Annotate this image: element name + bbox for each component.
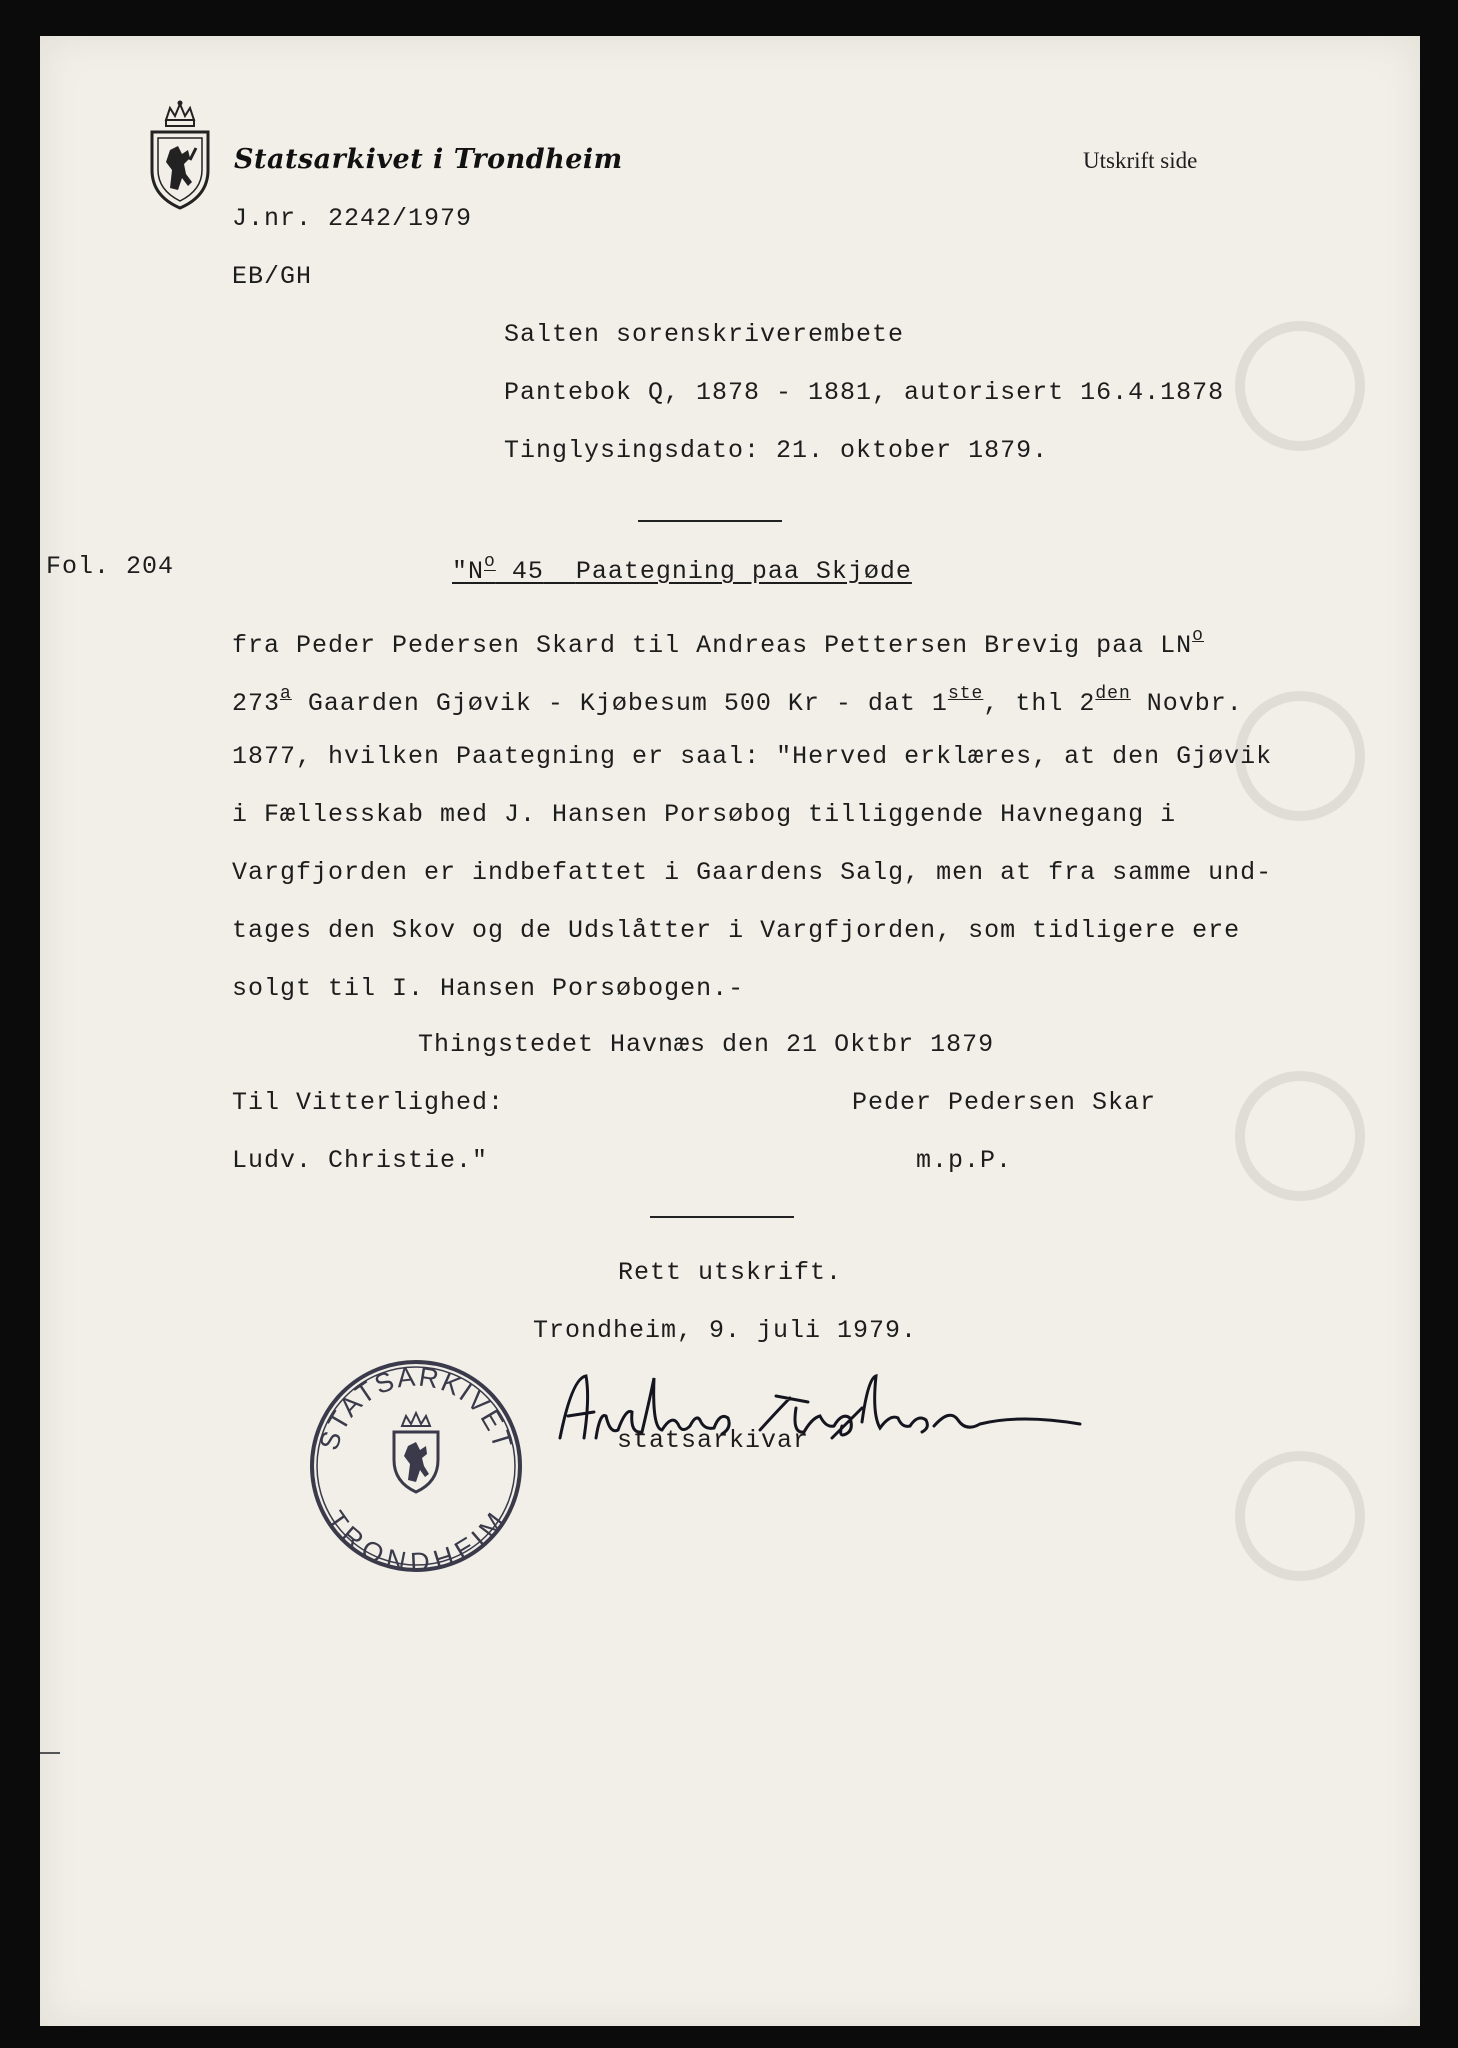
body-line-4: i Fællesskab med J. Hansen Porsøbog tilliggende Havnegang i — [232, 800, 1177, 829]
signer-mpp: m.p.P. — [916, 1146, 1013, 1175]
body-line-2-b-sup: ste — [947, 684, 984, 704]
certification-text: Rett utskrift. — [618, 1258, 843, 1287]
body-line-1-text: fra Peder Pedersen Skard til Andreas Pettersen Brevig paa LN — [232, 631, 1193, 660]
stamp-top-text: STATSARKIVET — [313, 1361, 519, 1454]
certification-divider — [650, 1216, 794, 1218]
witness-label: Til Vitterlighed: — [232, 1088, 505, 1117]
body-line-2-b: Gaarden Gjøvik - Kjøbesum 500 Kr - dat 1 — [291, 689, 948, 718]
body-line-2-c-sup: den — [1095, 684, 1131, 704]
body-line-1-sup: o — [1192, 626, 1204, 646]
initials: EB/GH — [232, 262, 313, 291]
stamp-bottom-textpath: TRONDHEIM — [320, 1505, 512, 1576]
body-line-2-c: , thl 2 — [983, 689, 1096, 718]
place-date: Thingstedet Havnæs den 21 Oktbr 1879 — [418, 1030, 995, 1059]
body-line-1 — [232, 626, 1204, 660]
body-line-3: 1877, hvilken Paategning er saal: "Herved erklæres, at den Gjøvik — [232, 742, 1273, 771]
signer-name: Peder Pedersen Skar — [852, 1088, 1157, 1117]
witness-name: Ludv. Christie." — [232, 1146, 489, 1175]
registration-date: Tinglysingsdato: 21. oktober 1879. — [504, 436, 1049, 465]
body-line-6: tages den Skov og de Udslåtter i Vargfjorden, som tidligere ere — [232, 916, 1241, 945]
archive-stamp — [306, 1356, 526, 1576]
paper-watermark — [1230, 236, 1370, 1936]
entry-heading — [452, 552, 912, 586]
body-line-2 — [232, 684, 1243, 718]
heading-title: Paategning paa Skjøde — [575, 557, 912, 586]
stamp-bottom-text — [320, 1506, 511, 1576]
body-line-2-a-sup: a — [280, 684, 292, 704]
margin-tick-mark — [40, 1752, 60, 1754]
source-book: Pantebok Q, 1878 - 1881, autorisert 16.4.1878 — [504, 378, 1225, 407]
body-line-2-d: Novbr. — [1130, 689, 1243, 718]
page-label: Utskrift side — [1083, 148, 1198, 173]
heading-number-sup: o — [484, 552, 496, 572]
body-line-7: solgt til I. Hansen Porsøbogen.- — [232, 974, 745, 1003]
signatory-title: statsarkivar — [617, 1426, 810, 1455]
heading-number: 45 — [495, 557, 544, 586]
stamp-coat-of-arms — [394, 1413, 438, 1492]
document-page — [40, 36, 1420, 2026]
institution-name: Statsarkivet i Trondheim — [234, 144, 623, 175]
certification-place-date: Trondheim, 9. juli 1979. — [533, 1316, 918, 1345]
section-divider — [638, 520, 782, 522]
body-line-5: Vargfjorden er indbefattet i Gaardens Salg, men at fra samme und- — [232, 858, 1273, 887]
heading-number-prefix: "N — [452, 557, 485, 586]
coat-of-arms-logo — [144, 100, 216, 210]
journal-number: J.nr. 2242/1979 — [232, 204, 473, 233]
source-office: Salten sorenskriverembete — [504, 320, 905, 349]
body-line-2-a: 273 — [232, 689, 281, 718]
folio-number: Fol. 204 — [46, 552, 175, 581]
